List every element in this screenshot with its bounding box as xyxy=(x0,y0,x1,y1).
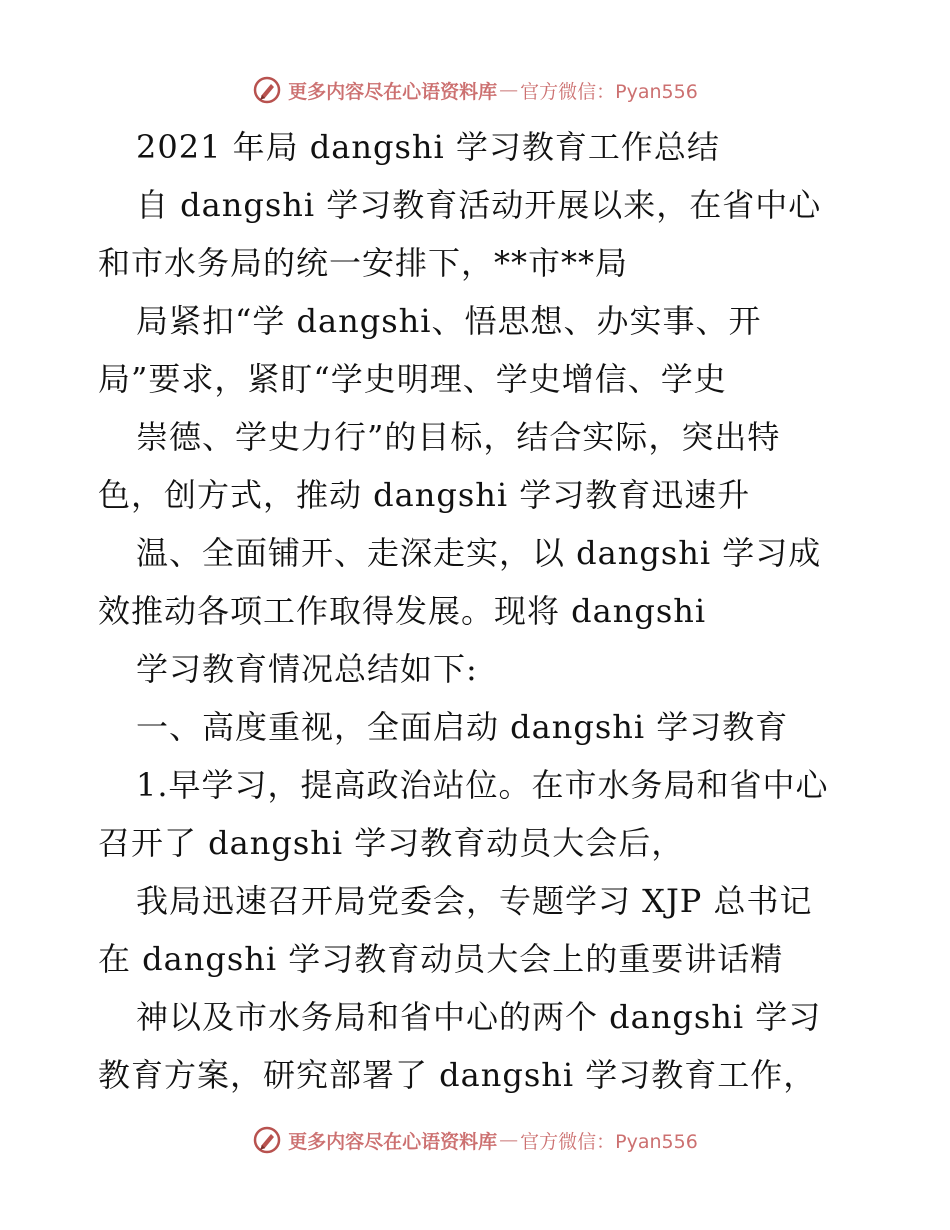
doc-line: 效推动各项工作取得发展。现将 dangshi xyxy=(98,592,707,630)
section-heading: 一、高度重视，全面启动 dangshi 学习教育 xyxy=(136,708,789,746)
doc-line: 局紧扣“学 dangshi、悟思想、办实事、开 xyxy=(136,302,762,340)
doc-line: 学习教育情况总结如下: xyxy=(136,650,478,688)
watermark-banner-top xyxy=(0,70,950,110)
doc-line: 召开了 dangshi 学习教育动员大会后， xyxy=(98,824,685,862)
doc-line: 温、全面铺开、走深走实，以 dangshi 学习成 xyxy=(136,534,822,572)
doc-title: 2021 年局 dangshi 学习教育工作总结 xyxy=(136,128,720,166)
doc-line: 我局迅速召开局党委会，专题学习 XJP 总书记 xyxy=(136,882,813,920)
pen-logo-icon xyxy=(252,1125,282,1155)
doc-line: 局”要求，紧盯“学史明理、学史增信、学史 xyxy=(98,360,727,398)
banner-separator: — xyxy=(499,1129,519,1151)
banner-site-text: 更多内容尽在心语资料库 xyxy=(288,80,498,103)
doc-line: 色，创方式，推动 dangshi 学习教育迅速升 xyxy=(98,476,751,514)
subsection-heading: 1.早学习，提高政治站位。在市水务局和省中心 xyxy=(136,766,829,804)
doc-line: 神以及市水务局和省中心的两个 dangshi 学习 xyxy=(136,998,822,1036)
banner-separator: — xyxy=(499,79,519,101)
doc-line: 自 dangshi 学习教育活动开展以来，在省中心 xyxy=(136,186,822,224)
watermark-banner-bottom xyxy=(0,1120,950,1160)
doc-line: 在 dangshi 学习教育动员大会上的重要讲话精 xyxy=(98,940,784,978)
banner-contact: 官方微信：Pyan556 xyxy=(520,80,698,103)
banner-site-text: 更多内容尽在心语资料库 xyxy=(288,1130,498,1153)
doc-line: 教育方案，研究部署了 dangshi 学习教育工作， xyxy=(98,1056,817,1094)
banner-contact: 官方微信：Pyan556 xyxy=(520,1130,698,1153)
pen-logo-icon xyxy=(252,75,282,105)
doc-line: 和市水务局的统一安排下，**市**局 xyxy=(98,244,629,282)
doc-line: 崇德、学史力行”的目标，结合实际，突出特 xyxy=(136,418,781,456)
